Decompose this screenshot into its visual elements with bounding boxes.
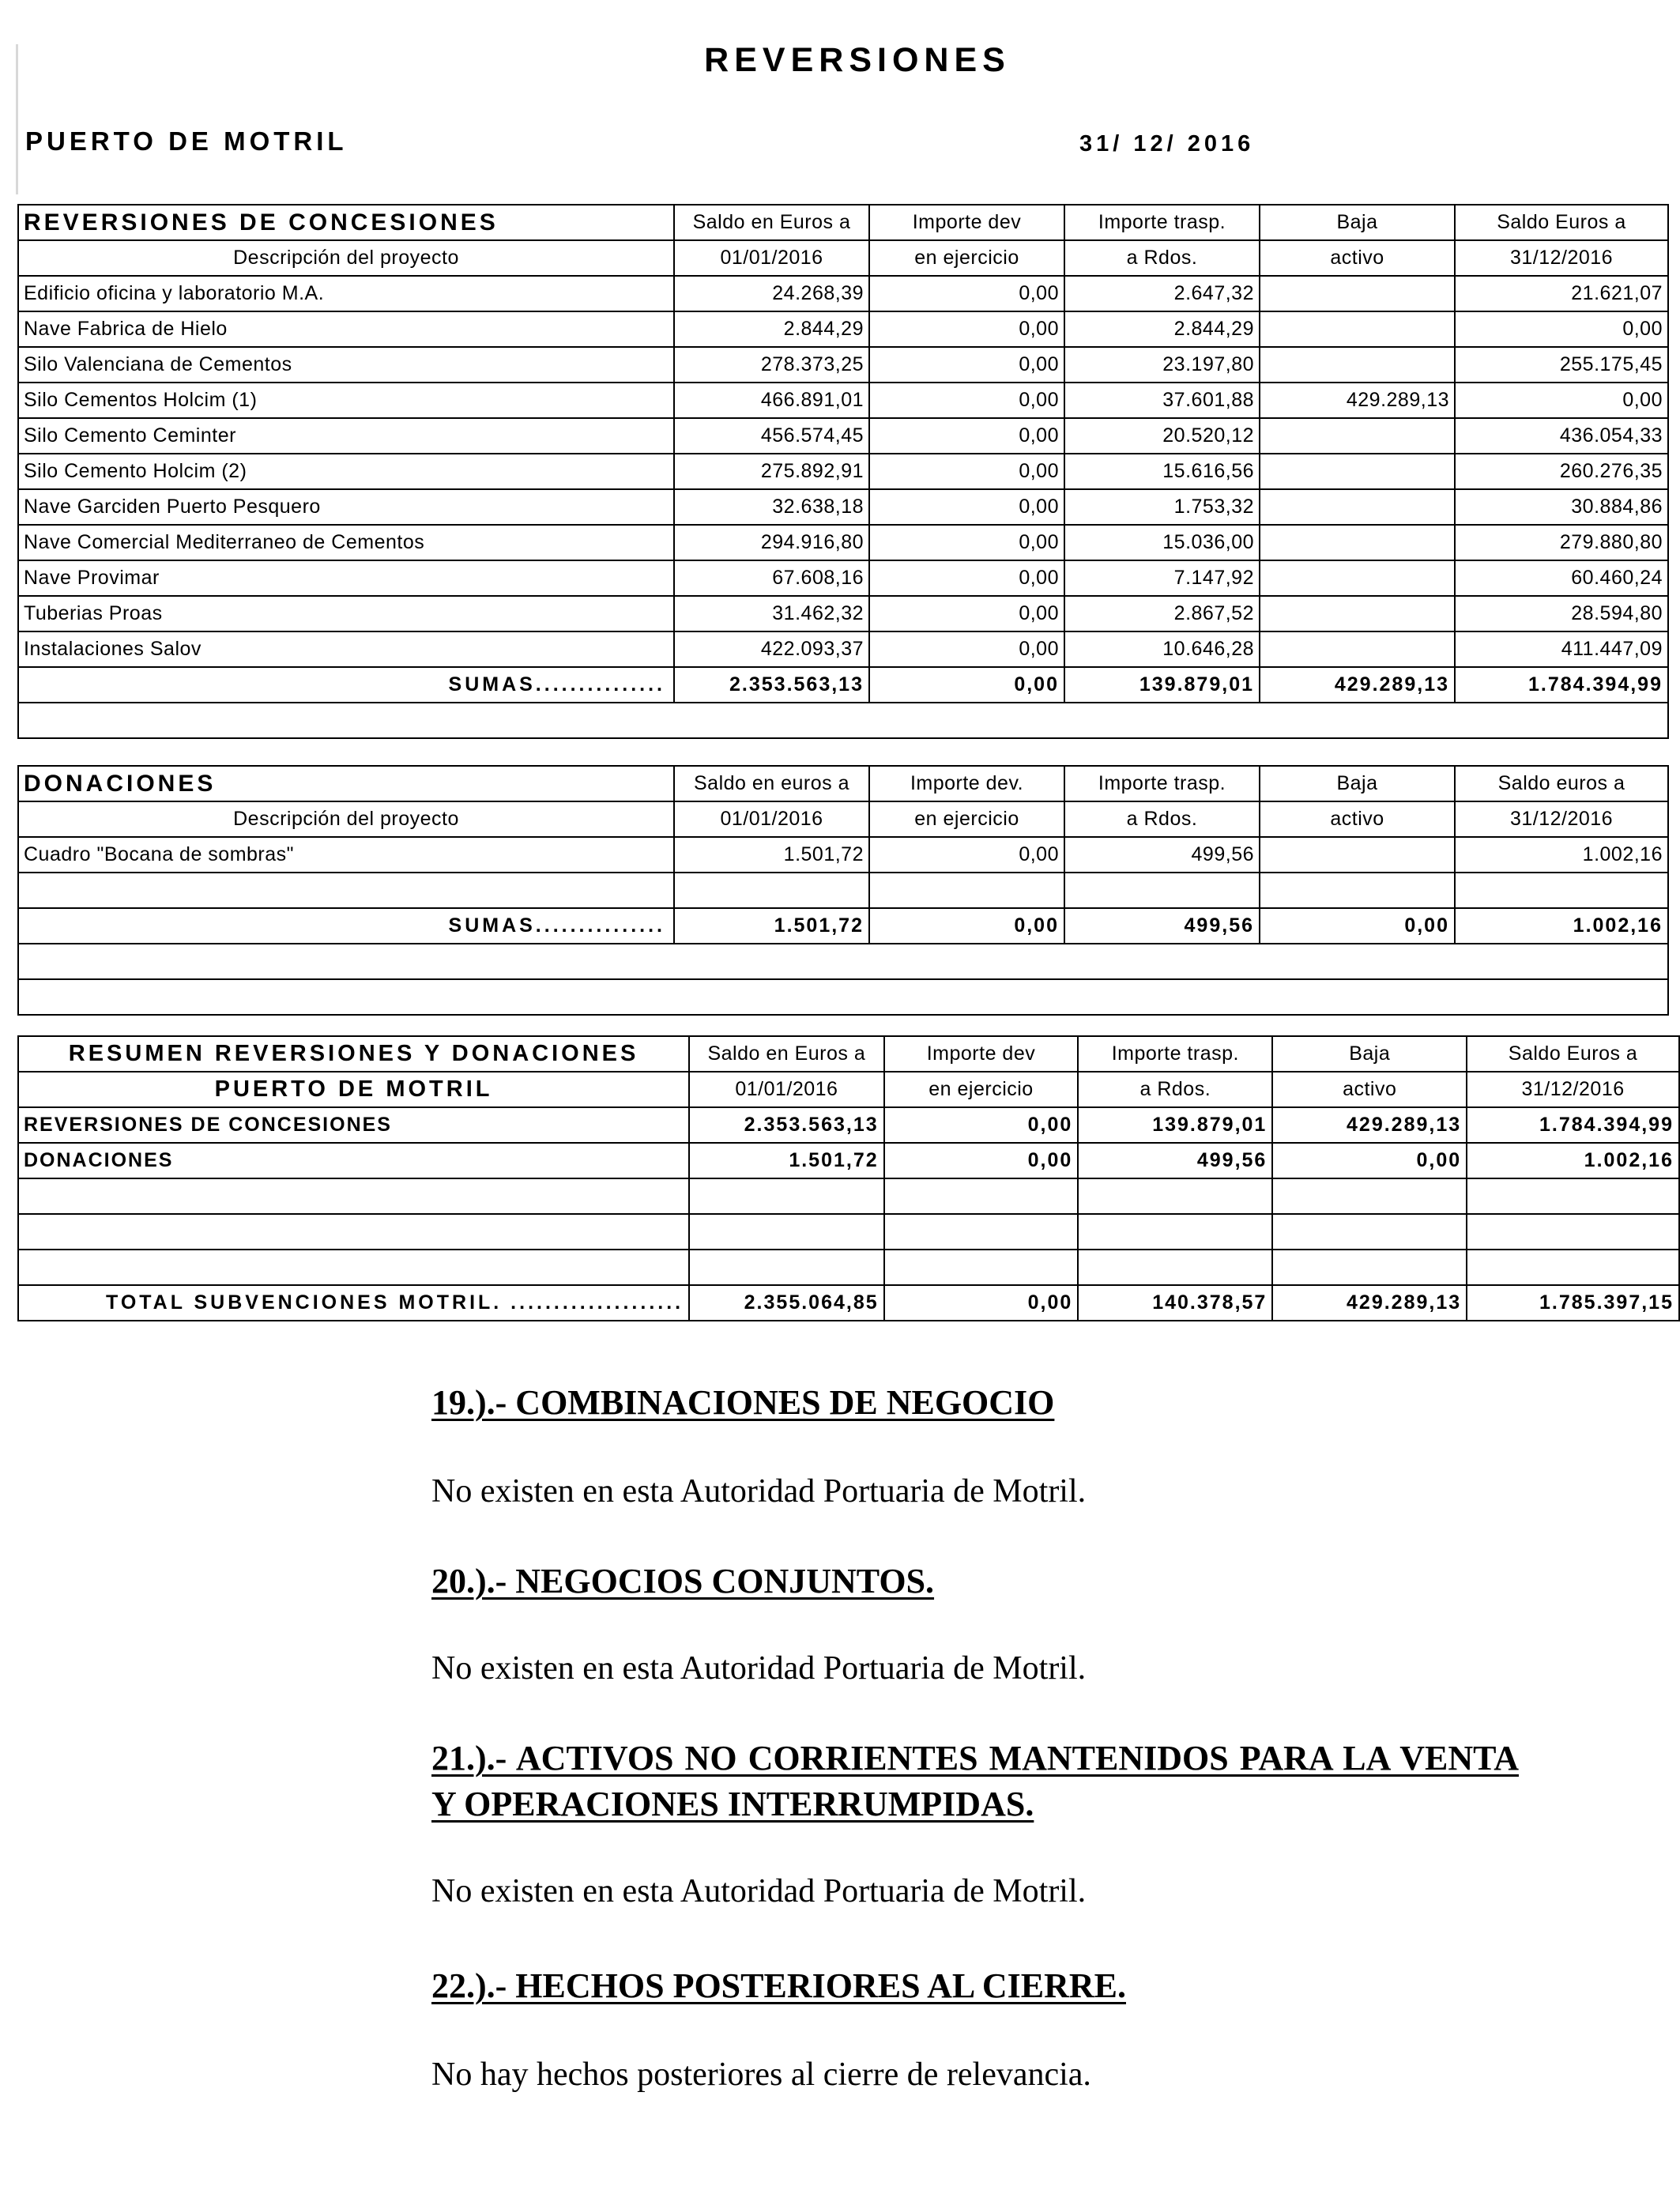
section-heading: 20.).- NEGOCIOS CONJUNTOS. <box>431 1562 935 1600</box>
cell-saldo-fin: 411.447,09 <box>1455 631 1668 667</box>
report-date: 31/ 12/ 2016 <box>1079 131 1255 156</box>
grand-total-importe-dev: 0,00 <box>884 1285 1079 1321</box>
col-subheader-saldo-ini: 01/01/2016 <box>674 801 869 837</box>
empty-cell <box>1467 1250 1679 1285</box>
col-header-importe-dev: Importe dev <box>869 205 1064 240</box>
cell-trasp: 7.147,92 <box>1064 560 1260 596</box>
cell-trasp: 2.867,52 <box>1064 596 1260 631</box>
cell-dev: 0,00 <box>884 1107 1079 1143</box>
resumen-subtitle: PUERTO DE MOTRIL <box>18 1072 689 1107</box>
cell-saldo-fin: 28.594,80 <box>1455 596 1668 631</box>
cell-saldo-ini: 278.373,25 <box>674 347 869 383</box>
table-row <box>18 631 1668 667</box>
row-description: Silo Valenciana de Cementos <box>18 347 674 383</box>
table-row <box>18 276 1668 311</box>
spacer-row <box>18 703 1668 738</box>
table-row <box>18 596 1668 631</box>
cell-trasp: 1.753,32 <box>1064 489 1260 525</box>
empty-cell <box>18 1178 689 1214</box>
empty-cell <box>1467 1178 1679 1214</box>
cell-saldo-fin: 1.002,16 <box>1467 1143 1679 1178</box>
section-21 <box>431 1736 1519 1914</box>
section-body: No existen en esta Autoridad Portuaria de Motril. <box>431 1473 1087 1510</box>
row-description: Tuberias Proas <box>18 596 674 631</box>
row-description: Nave Provimar <box>18 560 674 596</box>
cell-trasp: 20.520,12 <box>1064 418 1260 454</box>
cell-trasp: 15.616,56 <box>1064 454 1260 489</box>
reversiones-totals-row <box>18 667 1668 703</box>
cell-saldo-ini: 456.574,45 <box>674 418 869 454</box>
totals-label: SUMAS............... <box>18 667 674 703</box>
col-subheader-importe-dev: en ejercicio <box>869 801 1064 837</box>
donaciones-header-row-1 <box>18 766 1668 801</box>
cell-saldo-ini: 31.462,32 <box>674 596 869 631</box>
empty-cell <box>18 1214 689 1250</box>
cell-trasp: 499,56 <box>1064 837 1260 873</box>
col-subheader-importe-dev: en ejercicio <box>884 1072 1079 1107</box>
cell-saldo-ini: 2.844,29 <box>674 311 869 347</box>
col-header-baja: Baja <box>1260 766 1455 801</box>
total-saldo-fin: 1.784.394,99 <box>1455 667 1668 703</box>
cell-saldo-ini: 1.501,72 <box>689 1143 884 1178</box>
table-row <box>18 454 1668 489</box>
spacer-row <box>18 979 1668 1015</box>
section-body: No existen en esta Autoridad Portuaria de Motril. <box>431 1873 1087 1909</box>
empty-row <box>18 1214 1679 1250</box>
col-subheader-importe-trasp: a Rdos. <box>1064 240 1260 276</box>
row-description: Nave Garciden Puerto Pesquero <box>18 489 674 525</box>
cell-baja <box>1260 560 1455 596</box>
cell-saldo-ini: 294.916,80 <box>674 525 869 560</box>
total-saldo-fin: 1.002,16 <box>1455 908 1668 944</box>
empty-cell <box>674 873 869 908</box>
table-row <box>18 347 1668 383</box>
empty-row <box>18 873 1668 908</box>
cell-saldo-fin: 60.460,24 <box>1455 560 1668 596</box>
empty-cell <box>1455 873 1668 908</box>
cell-saldo-ini: 32.638,18 <box>674 489 869 525</box>
spacer-cell <box>18 703 1668 738</box>
row-description: Silo Cementos Holcim (1) <box>18 383 674 418</box>
reversiones-rows <box>18 276 1668 667</box>
cell-baja <box>1260 631 1455 667</box>
empty-cell <box>689 1250 884 1285</box>
cell-dev: 0,00 <box>869 596 1064 631</box>
col-subheader-importe-dev: en ejercicio <box>869 240 1064 276</box>
col-subheader-saldo-ini: 01/01/2016 <box>674 240 869 276</box>
col-subheader-saldo-fin: 31/12/2016 <box>1455 240 1668 276</box>
empty-cell <box>18 873 674 908</box>
empty-cell <box>869 873 1064 908</box>
section-heading: 22.).- HECHOS POSTERIORES AL CIERRE. <box>431 1966 1126 2005</box>
row-description: Instalaciones Salov <box>18 631 674 667</box>
table-row <box>18 383 1668 418</box>
total-importe-dev: 0,00 <box>869 667 1064 703</box>
cell-trasp: 2.844,29 <box>1064 311 1260 347</box>
donaciones-section-title: DONACIONES <box>18 766 674 801</box>
cell-baja: 0,00 <box>1272 1143 1467 1178</box>
col-subheader-saldo-fin: 31/12/2016 <box>1467 1072 1679 1107</box>
grand-total-importe-trasp: 140.378,57 <box>1078 1285 1272 1321</box>
empty-row <box>18 1250 1679 1285</box>
description-header: Descripción del proyecto <box>18 801 674 837</box>
resumen-title: RESUMEN REVERSIONES Y DONACIONES <box>18 1036 689 1072</box>
table-row <box>18 560 1668 596</box>
empty-cell <box>689 1214 884 1250</box>
col-subheader-saldo-ini: 01/01/2016 <box>689 1072 884 1107</box>
cell-baja <box>1260 276 1455 311</box>
cell-trasp: 15.036,00 <box>1064 525 1260 560</box>
section-19 <box>431 1380 1519 1514</box>
col-header-saldo-ini: Saldo en Euros a <box>674 205 869 240</box>
reversiones-header-row-1 <box>18 205 1668 240</box>
row-description: Silo Cemento Holcim (2) <box>18 454 674 489</box>
grand-total-saldo-fin: 1.785.397,15 <box>1467 1285 1679 1321</box>
col-subheader-baja: activo <box>1260 240 1455 276</box>
reversiones-header-row-2 <box>18 240 1668 276</box>
cell-dev: 0,00 <box>869 347 1064 383</box>
cell-saldo-ini: 275.892,91 <box>674 454 869 489</box>
row-description: Nave Fabrica de Hielo <box>18 311 674 347</box>
grand-total-baja: 429.289,13 <box>1272 1285 1467 1321</box>
resumen-rows <box>18 1107 1679 1178</box>
table-row <box>18 1143 1679 1178</box>
organization-title: PUERTO DE MOTRIL <box>25 126 348 156</box>
cell-saldo-ini: 1.501,72 <box>674 837 869 873</box>
cell-baja <box>1260 418 1455 454</box>
col-subheader-importe-trasp: a Rdos. <box>1064 801 1260 837</box>
row-description: Cuadro "Bocana de sombras" <box>18 837 674 873</box>
cell-dev: 0,00 <box>869 837 1064 873</box>
cell-saldo-ini: 422.093,37 <box>674 631 869 667</box>
cell-saldo-ini: 2.353.563,13 <box>689 1107 884 1143</box>
col-header-importe-trasp: Importe trasp. <box>1064 766 1260 801</box>
empty-cell <box>1260 873 1455 908</box>
donaciones-rows <box>18 837 1668 873</box>
empty-cell <box>884 1178 1079 1214</box>
empty-cell <box>1272 1178 1467 1214</box>
cell-baja <box>1260 596 1455 631</box>
cell-saldo-fin: 0,00 <box>1455 311 1668 347</box>
cell-dev: 0,00 <box>869 383 1064 418</box>
reversiones-table <box>17 204 1669 739</box>
empty-cell <box>18 1250 689 1285</box>
cell-dev: 0,00 <box>869 560 1064 596</box>
table-row <box>18 837 1668 873</box>
cell-saldo-fin: 255.175,45 <box>1455 347 1668 383</box>
col-header-saldo-ini: Saldo en Euros a <box>689 1036 884 1072</box>
resumen-header-row-2 <box>18 1072 1679 1107</box>
table-row <box>18 418 1668 454</box>
resumen-totals-row <box>18 1285 1679 1321</box>
cell-trasp: 37.601,88 <box>1064 383 1260 418</box>
col-subheader-baja: activo <box>1260 801 1455 837</box>
cell-dev: 0,00 <box>869 276 1064 311</box>
cell-trasp: 139.879,01 <box>1078 1107 1272 1143</box>
reversiones-section-title: REVERSIONES DE CONCESIONES <box>18 205 674 240</box>
col-header-saldo-fin: Saldo euros a <box>1455 766 1668 801</box>
cell-saldo-fin: 21.621,07 <box>1455 276 1668 311</box>
row-description: Silo Cemento Ceminter <box>18 418 674 454</box>
empty-cell <box>1064 873 1260 908</box>
row-description: DONACIONES <box>18 1143 689 1178</box>
cell-saldo-fin: 0,00 <box>1455 383 1668 418</box>
col-header-importe-trasp: Importe trasp. <box>1064 205 1260 240</box>
col-subheader-baja: activo <box>1272 1072 1467 1107</box>
description-header: Descripción del proyecto <box>18 240 674 276</box>
cell-saldo-ini: 24.268,39 <box>674 276 869 311</box>
donaciones-table <box>17 765 1669 1016</box>
donaciones-totals-row <box>18 908 1668 944</box>
cell-dev: 0,00 <box>869 311 1064 347</box>
total-saldo-ini: 1.501,72 <box>674 908 869 944</box>
row-description: Edificio oficina y laboratorio M.A. <box>18 276 674 311</box>
empty-cell <box>1078 1214 1272 1250</box>
table-row <box>18 311 1668 347</box>
cell-dev: 0,00 <box>869 525 1064 560</box>
col-header-saldo-fin: Saldo Euros a <box>1455 205 1668 240</box>
cell-saldo-fin: 1.784.394,99 <box>1467 1107 1679 1143</box>
cell-saldo-fin: 260.276,35 <box>1455 454 1668 489</box>
cell-saldo-fin: 30.884,86 <box>1455 489 1668 525</box>
col-subheader-saldo-fin: 31/12/2016 <box>1455 801 1668 837</box>
cell-dev: 0,00 <box>869 454 1064 489</box>
cell-dev: 0,00 <box>869 631 1064 667</box>
empty-cell <box>1078 1178 1272 1214</box>
empty-row <box>18 1178 1679 1214</box>
spacer-row <box>18 944 1668 979</box>
total-baja: 429.289,13 <box>1260 667 1455 703</box>
col-header-importe-trasp: Importe trasp. <box>1078 1036 1272 1072</box>
spacer-cell <box>18 979 1668 1015</box>
total-importe-trasp: 499,56 <box>1064 908 1260 944</box>
cell-baja: 429.289,13 <box>1260 383 1455 418</box>
section-body: No existen en esta Autoridad Portuaria de Motril. <box>431 1650 1087 1687</box>
empty-cell <box>884 1214 1079 1250</box>
section-heading: 21.).- ACTIVOS NO CORRIENTES MANTENIDOS PARA LA VENTA Y OPERACIONES INTERRUMPIDAS. <box>431 1739 1519 1823</box>
grand-total-label: TOTAL SUBVENCIONES MOTRIL. .................... <box>18 1285 689 1321</box>
cell-dev: 0,00 <box>869 489 1064 525</box>
empty-cell <box>1078 1250 1272 1285</box>
row-description: REVERSIONES DE CONCESIONES <box>18 1107 689 1143</box>
col-header-importe-dev: Importe dev. <box>869 766 1064 801</box>
totals-label: SUMAS............... <box>18 908 674 944</box>
section-22 <box>431 1963 1519 2098</box>
cell-baja <box>1260 489 1455 525</box>
cell-baja: 429.289,13 <box>1272 1107 1467 1143</box>
col-header-baja: Baja <box>1260 205 1455 240</box>
col-subheader-importe-trasp: a Rdos. <box>1078 1072 1272 1107</box>
resumen-table <box>17 1035 1680 1321</box>
grand-total-saldo-ini: 2.355.064,85 <box>689 1285 884 1321</box>
col-header-baja: Baja <box>1272 1036 1467 1072</box>
col-header-saldo-ini: Saldo en euros a <box>674 766 869 801</box>
section-heading: 19.).- COMBINACIONES DE NEGOCIO <box>431 1383 1055 1422</box>
spacer-cell <box>18 944 1668 979</box>
cell-baja <box>1260 837 1455 873</box>
empty-cell <box>1272 1214 1467 1250</box>
cell-baja <box>1260 347 1455 383</box>
empty-cell <box>884 1250 1079 1285</box>
cell-dev: 0,00 <box>869 418 1064 454</box>
total-baja: 0,00 <box>1260 908 1455 944</box>
cell-baja <box>1260 311 1455 347</box>
cell-saldo-fin: 436.054,33 <box>1455 418 1668 454</box>
cell-saldo-fin: 279.880,80 <box>1455 525 1668 560</box>
cell-trasp: 23.197,80 <box>1064 347 1260 383</box>
cell-saldo-fin: 1.002,16 <box>1455 837 1668 873</box>
total-saldo-ini: 2.353.563,13 <box>674 667 869 703</box>
donaciones-header-row-2 <box>18 801 1668 837</box>
col-header-importe-dev: Importe dev <box>884 1036 1079 1072</box>
cell-trasp: 499,56 <box>1078 1143 1272 1178</box>
total-importe-dev: 0,00 <box>869 908 1064 944</box>
cell-baja <box>1260 525 1455 560</box>
empty-cell <box>1467 1214 1679 1250</box>
table-row <box>18 525 1668 560</box>
empty-cell <box>1272 1250 1467 1285</box>
cell-dev: 0,00 <box>884 1143 1079 1178</box>
cell-trasp: 2.647,32 <box>1064 276 1260 311</box>
section-20 <box>431 1559 1519 1691</box>
resumen-header-row-1 <box>18 1036 1679 1072</box>
cell-trasp: 10.646,28 <box>1064 631 1260 667</box>
cell-baja <box>1260 454 1455 489</box>
empty-cell <box>689 1178 884 1214</box>
section-body: No hay hechos posteriores al cierre de relevancia. <box>431 2056 1091 2093</box>
page-title: REVERSIONES <box>704 41 1011 79</box>
total-importe-trasp: 139.879,01 <box>1064 667 1260 703</box>
col-header-saldo-fin: Saldo Euros a <box>1467 1036 1679 1072</box>
table-row <box>18 1107 1679 1143</box>
row-description: Nave Comercial Mediterraneo de Cementos <box>18 525 674 560</box>
cell-saldo-ini: 466.891,01 <box>674 383 869 418</box>
cell-saldo-ini: 67.608,16 <box>674 560 869 596</box>
table-row <box>18 489 1668 525</box>
